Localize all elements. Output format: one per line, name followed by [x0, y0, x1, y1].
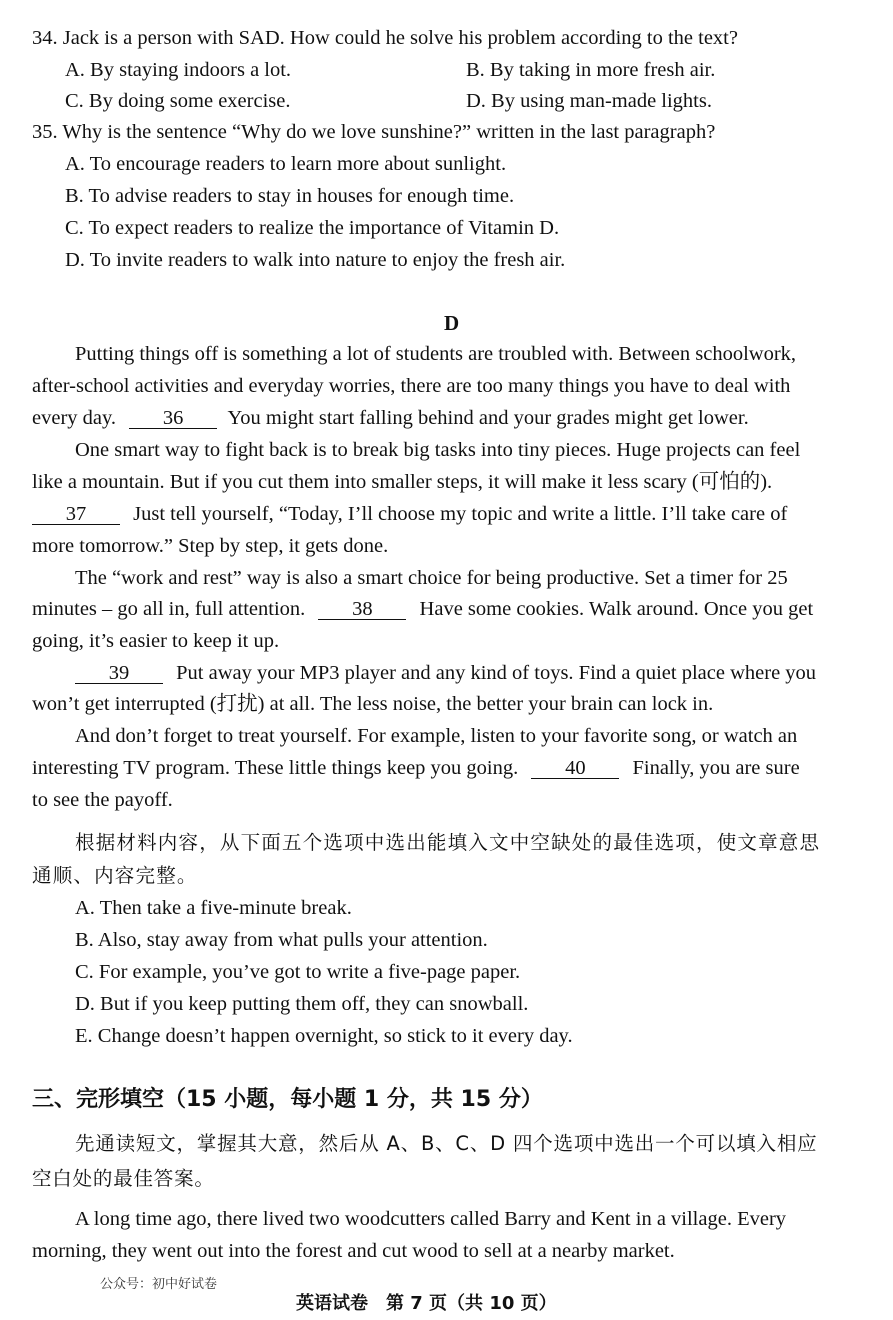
watermark-text: 公众号：初中好试卷: [100, 1277, 218, 1292]
question-35-option-b: B. To advise readers to stay in houses for enough time.: [65, 185, 515, 207]
section-d-option-d: D. But if you keep putting them off, they can snowball.: [75, 993, 529, 1015]
question-34-stem: 34. Jack is a person with SAD. How could he solve his problem according to the text?: [32, 27, 738, 49]
passage-d-p2-line1: One smart way to fight back is to break big tasks into tiny pieces. Huge projects can feel: [75, 439, 801, 461]
section-d-option-c: C. For example, you’ve got to write a five-page paper.: [75, 961, 521, 983]
passage-d-p2-line3: [32, 502, 787, 526]
passage-d-p2-line4: more tomorrow.” Step by step, it gets done.: [32, 535, 389, 557]
blank-39: 39: [75, 663, 163, 684]
blank-36: 36: [129, 408, 217, 429]
passage-text: You might start falling behind and your grades might get lower.: [227, 407, 749, 429]
passage-d-p1-line3: [32, 406, 749, 430]
passage-d-p2-line2: like a mountain. But if you cut them into smaller steps, it will make it less scary (可怕的).: [32, 471, 773, 493]
passage-d-p5-line3: to see the payoff.: [32, 789, 173, 811]
passage-d-p1-line1: Putting things off is something a lot of students are troubled with. Between schoolwork,: [75, 343, 797, 365]
passage-text: interesting TV program. These little things keep you going.: [32, 757, 519, 779]
section-3-instruction-line2: 空白处的最佳答案。: [32, 1167, 215, 1190]
section-d-option-e: E. Change doesn’t happen overnight, so stick to it every day.: [75, 1025, 573, 1047]
section-d-option-b: B. Also, stay away from what pulls your attention.: [75, 929, 488, 951]
question-35-option-c: C. To expect readers to realize the importance of Vitamin D.: [65, 217, 560, 239]
section-d-instruction-line2: 通顺、内容完整。: [32, 864, 198, 887]
question-34-option-b: B. By taking in more fresh air.: [466, 59, 716, 81]
question-34-option-d: D. By using man-made lights.: [466, 90, 712, 112]
question-34-option-a: A. By staying indoors a lot.: [65, 59, 292, 81]
passage-d-p3-line3: going, it’s easier to keep it up.: [32, 630, 280, 652]
section-3-heading: 三、完形填空（15 小题，每小题 1 分，共 15 分）: [32, 1087, 543, 1112]
passage-text: Have some cookies. Walk around. Once you get: [419, 598, 814, 620]
section-d-title: D: [444, 311, 460, 335]
section-d-option-a: A. Then take a five-minute break.: [75, 897, 352, 919]
passage-text: Just tell yourself, “Today, I’ll choose my topic and write a little. I’ll take care of: [133, 503, 788, 525]
section-3-passage-line2: morning, they went out into the forest and cut wood to sell at a nearby market.: [32, 1240, 675, 1262]
passage-d-p1-line2: after-school activities and everyday worries, there are too many things you have to deal with: [32, 375, 791, 397]
passage-text: Put away your MP3 player and any kind of toys. Find a quiet place where you: [176, 662, 817, 684]
question-35-option-a: A. To encourage readers to learn more about sunlight.: [65, 153, 507, 175]
section-3-passage-line1: A long time ago, there lived two woodcutters called Barry and Kent in a village. Every: [75, 1208, 787, 1230]
section-3-instruction-line1: 先通读短文，掌握其大意，然后从 A、B、C、D 四个选项中选出一个可以填入相应: [75, 1132, 818, 1155]
passage-text: every day.: [32, 407, 117, 429]
question-34-option-c: C. By doing some exercise.: [65, 90, 291, 112]
passage-d-p5-line1: And don’t forget to treat yourself. For example, listen to your favorite song, or watch an: [75, 725, 798, 747]
passage-d-p3-line2: [32, 597, 813, 621]
blank-40: 40: [531, 758, 619, 779]
blank-38: 38: [318, 599, 406, 620]
passage-text: Finally, you are sure: [632, 757, 800, 779]
page-number: 英语试卷 第 7 页（共 10 页）: [296, 1293, 557, 1314]
passage-text: minutes – go all in, full attention.: [32, 598, 306, 620]
section-d-instruction-line1: 根据材料内容，从下面五个选项中选出能填入文中空缺处的最佳选项，使文章意思: [75, 831, 821, 854]
question-35-option-d: D. To invite readers to walk into nature to enjoy the fresh air.: [65, 249, 566, 271]
blank-37: 37: [32, 504, 120, 525]
passage-d-p3-line1: The “work and rest” way is also a smart choice for being productive. Set a timer for 25: [75, 567, 788, 589]
passage-d-p4-line2: won’t get interrupted (打扰) at all. The less noise, the better your brain can lock in.: [32, 693, 714, 715]
question-35-stem: 35. Why is the sentence “Why do we love sunshine?” written in the last paragraph?: [32, 121, 716, 143]
passage-d-p5-line2: [32, 756, 800, 780]
passage-d-p4-line1: [75, 661, 816, 685]
